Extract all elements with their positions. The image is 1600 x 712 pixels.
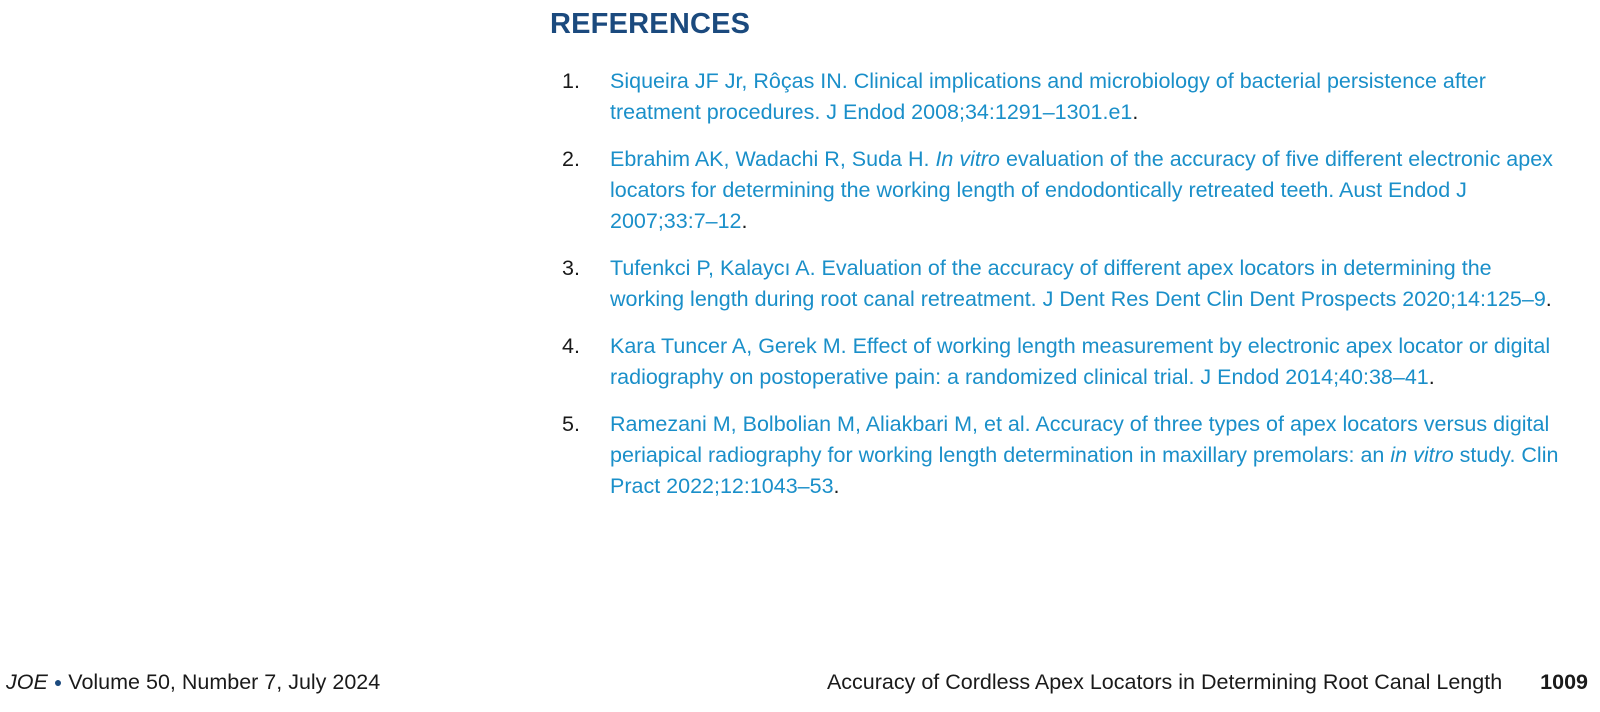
reference-link[interactable]	[610, 69, 1486, 124]
references-section	[550, 4, 1570, 518]
reference-link[interactable]	[610, 412, 1558, 498]
reference-list	[550, 66, 1570, 502]
reference-link[interactable]	[610, 256, 1546, 311]
footer-journal-info	[6, 666, 380, 698]
reference-number: 5.	[562, 412, 580, 436]
journal-volume: Volume 50, Number 7, July 2024	[68, 670, 381, 694]
footer-article-info	[827, 666, 1588, 698]
reference-number: 2.	[562, 147, 580, 171]
reference-end-punctuation: .	[1545, 287, 1552, 311]
bullet-icon: ●	[53, 674, 63, 690]
reference-end-punctuation: .	[741, 209, 748, 233]
reference-text-part: Ebrahim AK, Wadachi R, Suda H.	[610, 147, 936, 171]
reference-text	[610, 331, 1570, 393]
reference-italic-part: in vitro	[1390, 443, 1454, 467]
reference-text	[610, 253, 1570, 315]
page-number: 1009	[1540, 670, 1588, 694]
reference-text	[610, 144, 1570, 237]
reference-number: 3.	[562, 256, 580, 280]
reference-text	[610, 409, 1570, 502]
reference-number: 4.	[562, 334, 580, 358]
reference-text-part: Kara Tuncer A, Gerek M. Effect of working length measurement by electronic apex locator or digital radiography on postoperative pain: a randomized clinical trial. J Endod 2014;40:38–41	[610, 334, 1551, 389]
reference-item	[550, 331, 1570, 393]
reference-number: 1.	[562, 69, 580, 93]
reference-text	[610, 66, 1570, 128]
reference-end-punctuation: .	[1132, 100, 1139, 124]
reference-italic-part: In vitro	[935, 147, 1000, 171]
article-running-title: Accuracy of Cordless Apex Locators in Determining Root Canal Length	[826, 670, 1503, 694]
reference-item	[550, 253, 1570, 315]
reference-text-part: study. Clin Pract 2022;12:1043–53	[610, 443, 1559, 498]
references-heading: REFERENCES	[550, 8, 751, 40]
reference-text-part: Tufenkci P, Kalaycı A. Evaluation of the accuracy of different apex locators in determining the working length during root canal retreatment. J Dent Res Dent Clin Dent Prospects 2020;14:125–9	[610, 256, 1546, 311]
reference-item	[550, 409, 1570, 502]
reference-item	[550, 144, 1570, 237]
page-footer	[0, 666, 1600, 698]
reference-end-punctuation: .	[833, 474, 840, 498]
reference-text-part: Ramezani M, Bolbolian M, Aliakbari M, et al. Accuracy of three types of apex locators versus digital periapical radiography for working length determination in maxillary premolars: an	[610, 412, 1550, 467]
reference-item	[550, 66, 1570, 128]
reference-text-part: evaluation of the accuracy of five different electronic apex locators for determining the working length of endodontically retreated teeth. Aust Endod J 2007;33:7–12	[610, 147, 1553, 233]
reference-text-part: Siqueira JF Jr, Rôças IN. Clinical implications and microbiology of bacterial persistence after treatment procedures. J Endod 2008;34:1291–1301.e1	[610, 69, 1486, 124]
reference-link[interactable]	[610, 334, 1550, 389]
reference-end-punctuation: .	[1428, 365, 1435, 389]
reference-link[interactable]	[610, 147, 1553, 233]
journal-name: JOE	[6, 670, 48, 694]
